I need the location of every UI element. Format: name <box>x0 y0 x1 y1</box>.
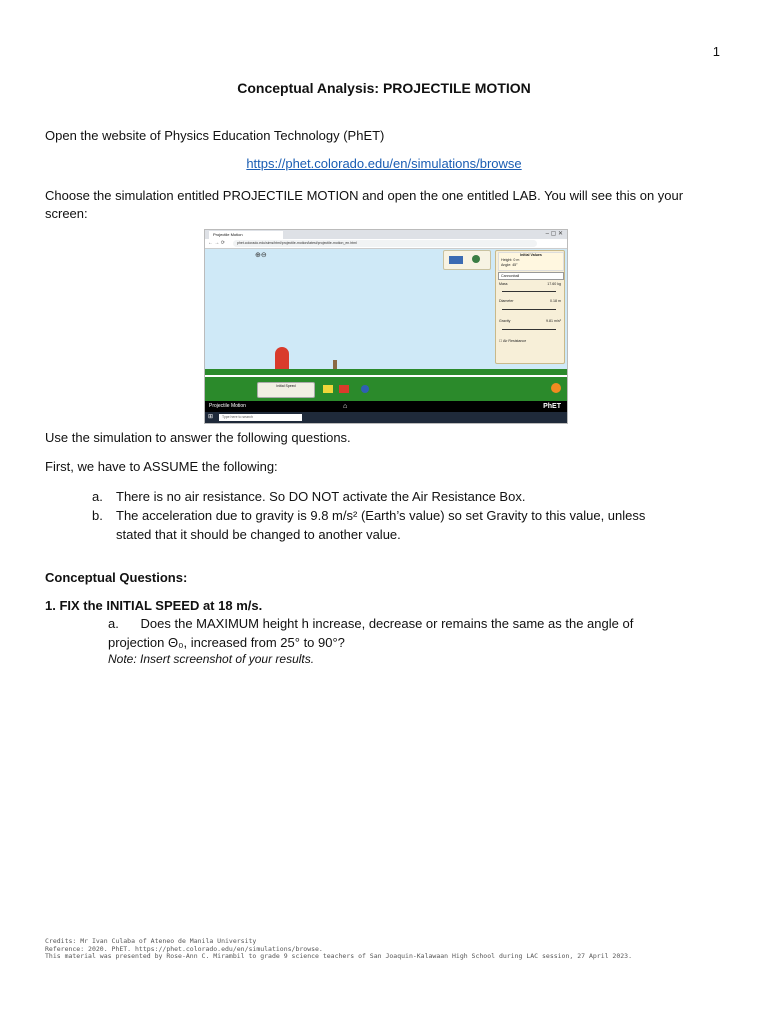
play-pause-button[interactable] <box>361 385 369 393</box>
control-panel <box>495 250 565 364</box>
choose-text-line2: screen: <box>45 206 88 221</box>
mass-slider[interactable] <box>502 291 556 292</box>
question-1a-line1: a. Does the MAXIMUM height h increase, decrease or remains the same as the angle of <box>108 616 634 631</box>
intro-text: Open the website of Physics Education Technology (PhET) <box>45 128 385 143</box>
taskbar-search[interactable]: Type here to search <box>219 414 302 421</box>
credits <box>45 938 632 961</box>
projectile-select[interactable]: Cannonball <box>498 272 564 280</box>
conceptual-questions-heading: Conceptual Questions: <box>45 570 188 585</box>
mass-label: Mass <box>499 282 508 286</box>
assumption-b-text: The acceleration due to gravity is 9.8 m/s² (Earth’s value) so set Gravity to this value, unless <box>116 508 646 523</box>
credits-line-1: Credits: Mr Ivan Culaba of Ateneo de Manila University <box>45 937 257 945</box>
question-1a-line2: projection Θ₀, increased from 25° to 90°? <box>108 635 345 650</box>
cannon[interactable] <box>275 347 289 369</box>
diameter-slider[interactable] <box>502 309 556 310</box>
choose-text-line1: Choose the simulation entitled PROJECTILE MOTION and open the one entitled LAB. You will see this on your <box>45 188 684 203</box>
diameter-value: 0.18 m <box>550 299 561 303</box>
air-resistance-label: Air Resistance <box>503 339 527 343</box>
diameter-label: Diameter <box>499 299 514 303</box>
ground-line <box>205 375 567 377</box>
target-person <box>333 360 337 369</box>
browser-address-row <box>205 239 567 249</box>
gravity-slider[interactable] <box>502 329 556 330</box>
phet-screenshot <box>204 229 568 424</box>
initial-speed-label: Initial Speed <box>276 384 296 388</box>
phet-link[interactable]: https://phet.colorado.edu/en/simulations/browse <box>246 156 522 171</box>
question-1: 1. FIX the INITIAL SPEED at 18 m/s. <box>45 598 263 613</box>
initial-values-title: Initial Values <box>520 253 542 257</box>
assumption-a <box>92 487 525 506</box>
mass-value: 17.60 kg <box>547 282 561 286</box>
credits-line-2: Reference: 2020. PhET. https://phet.colorado.edu/en/simulations/browse. <box>45 944 323 953</box>
assume-text: First, we have to ASSUME the following: <box>45 459 278 474</box>
assumption-a-label: a. <box>92 489 103 504</box>
note-text: Note: Insert screenshot of your results. <box>108 652 315 666</box>
gravity-label: Gravity <box>499 319 511 323</box>
zoom-icon[interactable]: ⊕⊖ <box>255 252 267 259</box>
browser-tab-bar <box>205 230 567 239</box>
air-resistance-checkbox[interactable]: ☐ Air Resistance <box>499 339 527 343</box>
assumption-b <box>92 506 645 525</box>
credits-line-3: This material was presented by Rose-Ann C. Mirambil to grade 9 science teachers of San Joaquin-Kalawaan High School during LAC session, 27 April 2023. <box>45 952 632 960</box>
address-bar[interactable]: phet.colorado.edu/sims/html/projectile-motion/latest/projectile-motion_en.html <box>233 240 537 247</box>
assumption-b-continued: stated that it should be changed to another value. <box>116 527 401 542</box>
assumption-b-label: b. <box>92 508 103 523</box>
windows-start-icon[interactable]: ⊞ <box>208 414 214 420</box>
assumption-a-text: There is no air resistance. So DO NOT activate the Air Resistance Box. <box>116 489 526 504</box>
phet-navbar <box>205 401 567 412</box>
fire-button[interactable] <box>339 385 349 393</box>
initial-speed-box[interactable] <box>257 382 315 398</box>
phet-logo[interactable]: PhET <box>543 403 561 410</box>
tracer-icon[interactable] <box>472 255 480 263</box>
taskbar <box>205 412 567 423</box>
erase-button[interactable] <box>323 385 333 393</box>
tools-box[interactable] <box>443 250 491 270</box>
initial-angle: Angle: 45° <box>501 263 518 267</box>
gravity-value: 9.81 m/s² <box>546 319 561 323</box>
initial-height: Height: 0 m <box>501 258 520 262</box>
browser-tab[interactable]: Projectile Motion <box>209 231 283 239</box>
tape-measure-icon[interactable] <box>449 256 463 264</box>
home-icon[interactable]: ⌂ <box>343 403 348 410</box>
page-number: 1 <box>712 44 720 59</box>
use-sim-text: Use the simulation to answer the following questions. <box>45 430 351 445</box>
app-name: Projectile Motion <box>209 403 246 409</box>
reset-button[interactable] <box>551 383 561 393</box>
window-controls-icon[interactable]: – ▢ ✕ <box>545 231 563 237</box>
page-title: Conceptual Analysis: PROJECTILE MOTION <box>237 80 531 96</box>
nav-arrows-icon[interactable]: ← → ⟳ <box>208 240 225 246</box>
